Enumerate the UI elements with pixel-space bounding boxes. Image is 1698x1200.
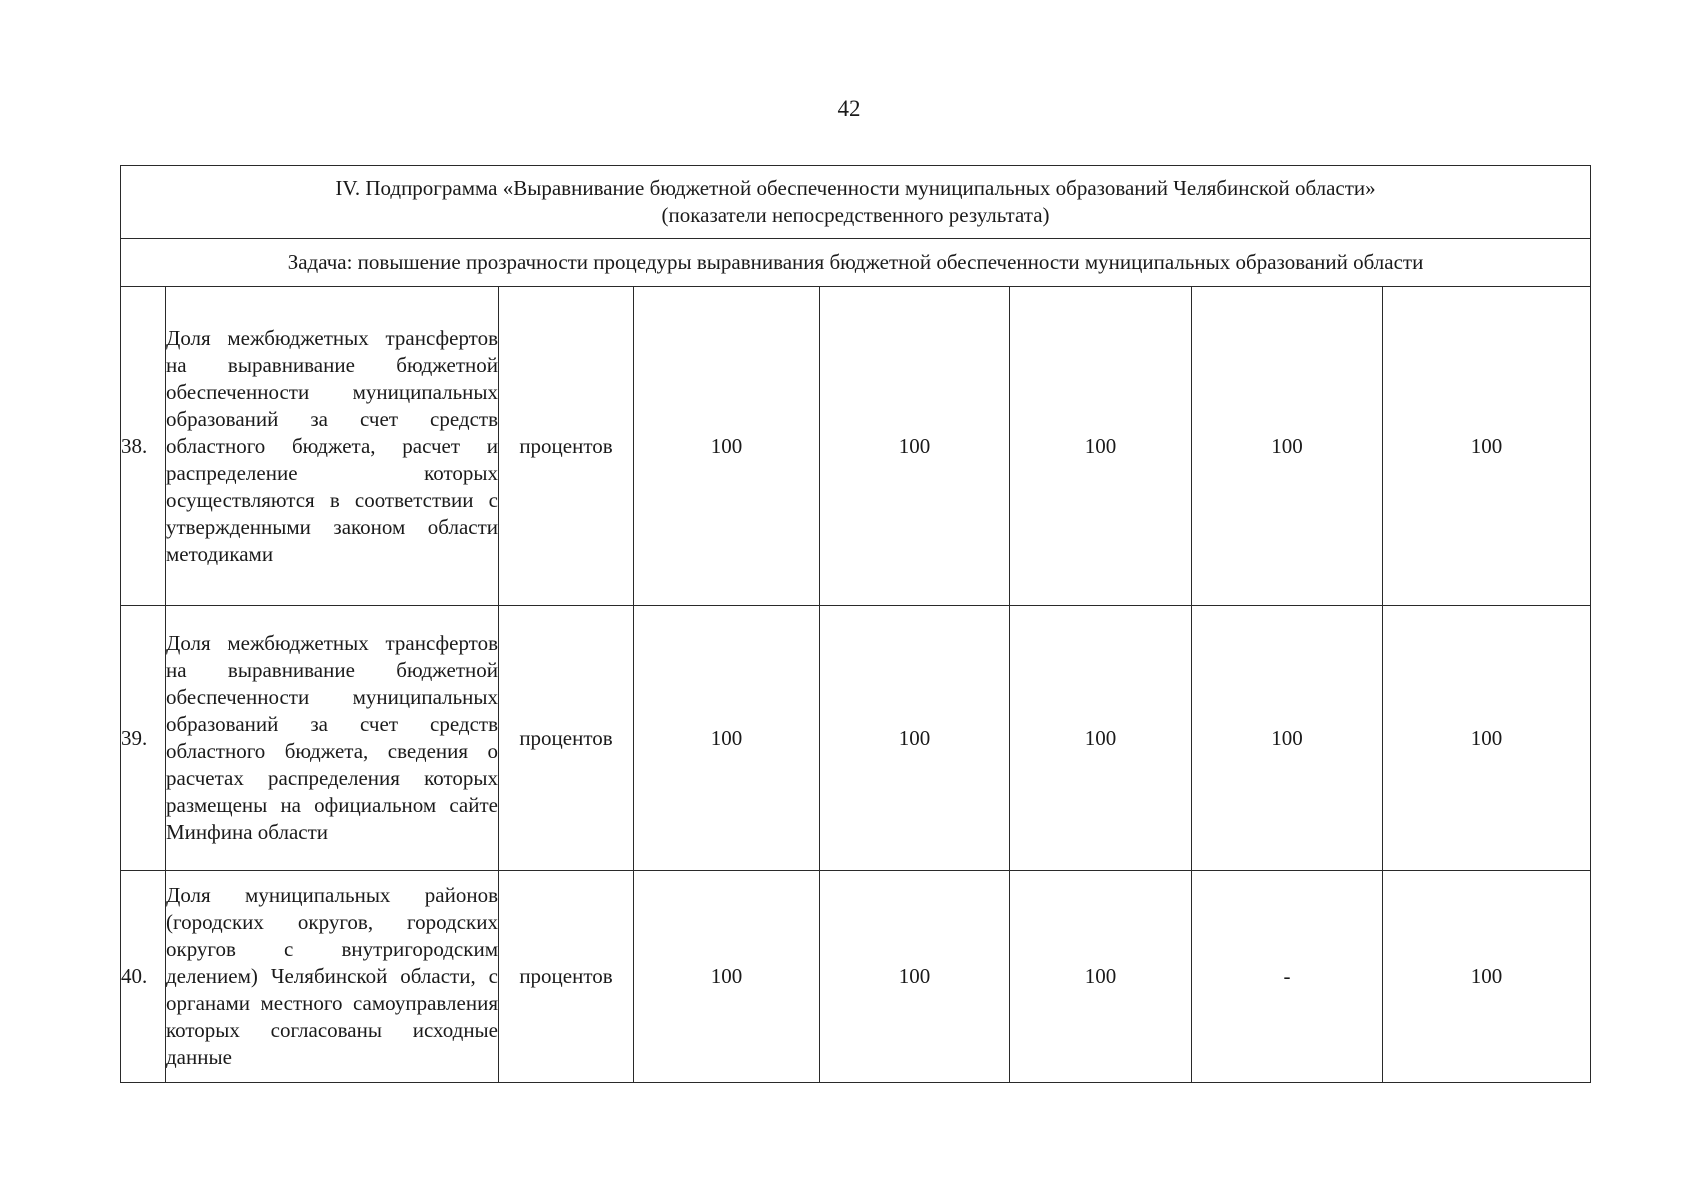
row-number: 40.	[121, 871, 166, 1083]
row-number: 39.	[121, 606, 166, 871]
value-cell: 100	[1383, 606, 1591, 871]
value-cell: 100	[820, 871, 1010, 1083]
value-cell: 100	[1010, 287, 1192, 606]
indicator-name: Доля муниципальных районов (городских округов, городских округов с внутригородским делением) Челябинской области, с органами местного самоуправления которых согласованы исходные данные	[166, 871, 499, 1083]
value-cell: 100	[1192, 287, 1383, 606]
indicator-unit: процентов	[499, 606, 634, 871]
indicator-name: Доля межбюджетных трансфертов на выравнивание бюджетной обеспеченности муниципальных образований за счет средств областного бюджета, расчет и распределение которых осуществляются в соответствии с утвержденными законом области методиками	[166, 287, 499, 606]
section-header-row	[121, 166, 1591, 239]
table-row	[121, 871, 1591, 1083]
value-cell: 100	[820, 606, 1010, 871]
row-number: 38.	[121, 287, 166, 606]
section-title-cell	[121, 166, 1591, 239]
section-title: IV. Подпрограмма «Выравнивание бюджетной обеспеченности муниципальных образований Челябинской области»	[335, 176, 1376, 200]
page-number: 42	[837, 96, 861, 121]
table-row	[121, 287, 1591, 606]
value-cell: 100	[1383, 287, 1591, 606]
value-cell: 100	[1010, 606, 1192, 871]
value-cell: -	[1192, 871, 1383, 1083]
indicator-unit: процентов	[499, 287, 634, 606]
value-cell: 100	[820, 287, 1010, 606]
indicator-name: Доля межбюджетных трансфертов на выравнивание бюджетной обеспеченности муниципальных образований за счет средств областного бюджета, сведения о расчетах распределения которых размещены на официальном сайте Минфина области	[166, 606, 499, 871]
value-cell: 100	[634, 287, 820, 606]
section-subtitle: (показатели непосредственного результата)	[661, 203, 1050, 227]
table-row	[121, 606, 1591, 871]
task-row	[121, 239, 1591, 287]
value-cell: 100	[1383, 871, 1591, 1083]
indicators-table	[120, 165, 1591, 1083]
value-cell: 100	[634, 871, 820, 1083]
indicator-unit: процентов	[499, 871, 634, 1083]
value-cell: 100	[1192, 606, 1383, 871]
task-cell: Задача: повышение прозрачности процедуры выравнивания бюджетной обеспеченности муниципальных образований области	[121, 239, 1591, 287]
value-cell: 100	[1010, 871, 1192, 1083]
value-cell: 100	[634, 606, 820, 871]
